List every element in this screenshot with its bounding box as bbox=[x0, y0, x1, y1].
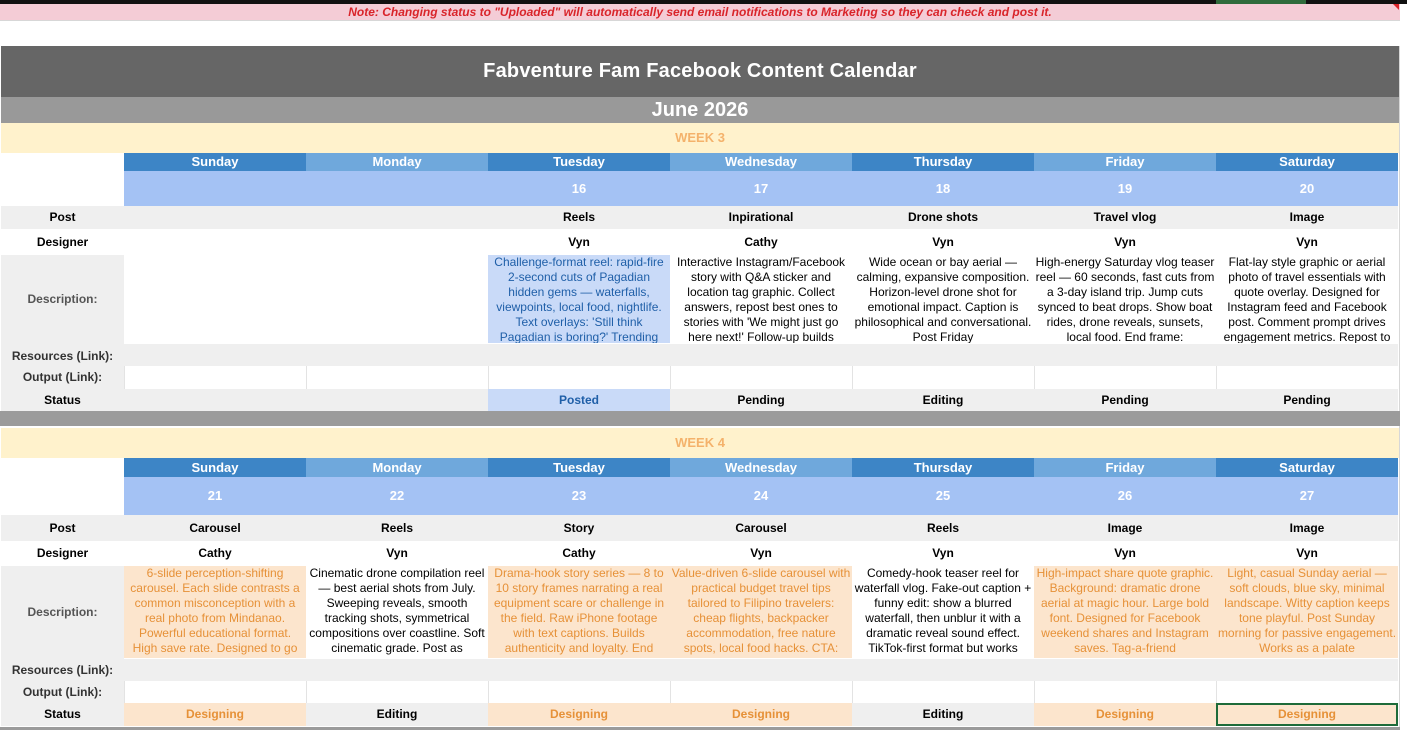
description-cell[interactable]: Light, casual Sunday aerial — soft clouds, blue sky, minimal landscape. Witty caption keeps tone playful. Post Sunday morning for passive engagement. Works as a palate bbox=[1216, 566, 1398, 658]
designer-cell[interactable]: Vyn bbox=[1034, 229, 1216, 255]
description-cell[interactable]: Flat-lay style graphic or aerial photo of travel essentials with quote overlay. Designed for Instagram feed and Facebook post. Comment prompt drives engagement metrics. Repost to bbox=[1216, 255, 1398, 343]
post-type-cell[interactable] bbox=[306, 206, 488, 229]
date-cell[interactable]: 25 bbox=[852, 477, 1034, 515]
date-cell[interactable]: 26 bbox=[1034, 477, 1216, 515]
resources-link-cell[interactable] bbox=[306, 659, 488, 681]
output-link-cell[interactable] bbox=[1216, 681, 1398, 703]
row-label-designer: Designer bbox=[1, 229, 124, 255]
date-cell[interactable]: 21 bbox=[124, 477, 306, 515]
row-label-post: Post bbox=[1, 515, 124, 541]
output-link-cell[interactable] bbox=[488, 681, 670, 703]
output-link-cell[interactable] bbox=[670, 366, 852, 389]
date-cell[interactable]: 17 bbox=[670, 171, 852, 206]
description-cell[interactable]: Value-driven 6-slide carousel with practical budget travel tips tailored to Filipino travelers: cheap flights, backpacker accommodation, free nature spots, local food hacks. CTA: bbox=[670, 566, 852, 658]
description-cell[interactable]: Drama-hook story series — 8 to 10 story frames narrating a real equipment scare or challenge in the field. Raw iPhone footage with text captions. Builds authenticity and loyalty. End bbox=[488, 566, 670, 658]
resources-link-cell[interactable] bbox=[1034, 659, 1216, 681]
row-label-resources: Resources (Link): bbox=[1, 344, 124, 366]
post-type-cell[interactable]: Reels bbox=[306, 515, 488, 541]
output-link-cell[interactable] bbox=[124, 366, 306, 389]
status-cell[interactable]: Designing bbox=[488, 703, 670, 726]
day-header-wednesday: Wednesday bbox=[670, 153, 852, 171]
date-cell[interactable]: 24 bbox=[670, 477, 852, 515]
row-label-post: Post bbox=[1, 206, 124, 229]
date-cell[interactable]: 22 bbox=[306, 477, 488, 515]
output-link-cell[interactable] bbox=[852, 681, 1034, 703]
designer-cell[interactable]: Vyn bbox=[852, 541, 1034, 566]
status-note: Note: Changing status to "Uploaded" will automatically send email notifications to Marketing so they can check and post it. bbox=[0, 4, 1400, 21]
designer-cell[interactable]: Cathy bbox=[670, 229, 852, 255]
resources-link-cell[interactable] bbox=[1034, 344, 1216, 366]
status-cell[interactable] bbox=[306, 389, 488, 411]
date-cell[interactable]: 16 bbox=[488, 171, 670, 206]
post-type-cell[interactable] bbox=[124, 206, 306, 229]
row-label-status: Status bbox=[1, 389, 124, 411]
designer-cell[interactable]: Vyn bbox=[1216, 541, 1398, 566]
day-header-monday: Monday bbox=[306, 458, 488, 477]
label-column-header bbox=[1, 153, 124, 206]
post-type-cell[interactable]: Reels bbox=[488, 206, 670, 229]
day-header-tuesday: Tuesday bbox=[488, 153, 670, 171]
output-link-cell[interactable] bbox=[1034, 366, 1216, 389]
description-cell[interactable]: 6-slide perception-shifting carousel. Each slide contrasts a common misconception with a real photo from Mindanao. Powerful educational format. High save rate. Designed to go bbox=[124, 566, 306, 658]
output-link-cell[interactable] bbox=[306, 366, 488, 389]
output-link-cell[interactable] bbox=[670, 681, 852, 703]
week-header: WEEK 4 bbox=[1, 428, 1399, 458]
output-link-cell[interactable] bbox=[306, 681, 488, 703]
resources-link-cell[interactable] bbox=[124, 344, 306, 366]
output-link-cell[interactable] bbox=[852, 366, 1034, 389]
description-cell[interactable] bbox=[306, 255, 488, 343]
label-column-header bbox=[1, 458, 124, 515]
day-header-wednesday: Wednesday bbox=[670, 458, 852, 477]
day-header-tuesday: Tuesday bbox=[488, 458, 670, 477]
date-cell[interactable]: 27 bbox=[1216, 477, 1398, 515]
designer-cell[interactable]: Vyn bbox=[852, 229, 1034, 255]
status-cell[interactable]: Posted bbox=[488, 389, 670, 411]
resources-link-cell[interactable] bbox=[1216, 344, 1398, 366]
description-cell[interactable]: Cinematic drone compilation reel — best aerial shots from July. Sweeping reveals, smooth tracking shots, symmetrical compositions over coastline. Soft cinematic grade. Post as bbox=[306, 566, 488, 658]
post-type-cell[interactable]: Image bbox=[1216, 515, 1398, 541]
resources-link-cell[interactable] bbox=[488, 344, 670, 366]
date-cell[interactable] bbox=[306, 171, 488, 206]
post-type-cell[interactable]: Drone shots bbox=[852, 206, 1034, 229]
description-cell[interactable] bbox=[124, 255, 306, 343]
resources-link-cell[interactable] bbox=[124, 659, 306, 681]
day-header-friday: Friday bbox=[1034, 458, 1216, 477]
status-cell[interactable]: Designing bbox=[670, 703, 852, 726]
post-type-cell[interactable]: Carousel bbox=[124, 515, 306, 541]
post-type-cell[interactable]: Image bbox=[1034, 515, 1216, 541]
status-cell[interactable]: Editing bbox=[306, 703, 488, 726]
day-header-saturday: Saturday bbox=[1216, 458, 1398, 477]
designer-cell[interactable]: Cathy bbox=[488, 541, 670, 566]
output-link-cell[interactable] bbox=[1216, 366, 1398, 389]
grid-edge bbox=[1399, 46, 1400, 730]
description-cell[interactable]: High-impact share quote graphic. Background: dramatic drone aerial at magic hour. Large bold font. Designed for Facebook weekend shares and Instagram saves. Tag-a-friend bbox=[1034, 566, 1216, 658]
day-header-monday: Monday bbox=[306, 153, 488, 171]
post-type-cell[interactable]: Inpirational bbox=[670, 206, 852, 229]
resources-link-cell[interactable] bbox=[306, 344, 488, 366]
row-label-output: Output (Link): bbox=[1, 366, 124, 389]
row-label-resources: Resources (Link): bbox=[1, 659, 124, 681]
week-separator bbox=[0, 411, 1400, 426]
week-header: WEEK 3 bbox=[1, 123, 1399, 153]
description-cell[interactable]: Challenge-format reel: rapid-fire 2-second cuts of Pagadian hidden gems — waterfalls, viewpoints, local food, nightlife. Text overlays: 'Still think Pagadian is boring?' Trending bbox=[488, 255, 670, 343]
post-type-cell[interactable]: Story bbox=[488, 515, 670, 541]
status-cell[interactable]: Pending bbox=[670, 389, 852, 411]
description-cell[interactable]: Comedy-hook teaser reel for waterfall vlog. Fake-out caption + funny edit: show a blurred waterfall, then unblur it with a dramatic reveal sound effect. TikTok-first format but works bbox=[852, 566, 1034, 658]
row-label-designer: Designer bbox=[1, 541, 124, 566]
output-link-cell[interactable] bbox=[488, 366, 670, 389]
comment-marker-icon[interactable] bbox=[1393, 4, 1399, 10]
post-type-cell[interactable]: Image bbox=[1216, 206, 1398, 229]
date-cell[interactable] bbox=[124, 171, 306, 206]
resources-link-cell[interactable] bbox=[670, 659, 852, 681]
designer-cell[interactable]: Vyn bbox=[488, 229, 670, 255]
resources-link-cell[interactable] bbox=[852, 344, 1034, 366]
status-cell[interactable]: Pending bbox=[1216, 389, 1398, 411]
row-label-output: Output (Link): bbox=[1, 681, 124, 703]
output-link-cell[interactable] bbox=[124, 681, 306, 703]
calendar-title: Fabventure Fam Facebook Content Calendar bbox=[1, 46, 1399, 97]
row-label-status: Status bbox=[1, 703, 124, 726]
row-label-description: Description: bbox=[1, 566, 124, 659]
status-cell[interactable]: Editing bbox=[852, 703, 1034, 726]
status-cell[interactable]: Designing bbox=[1216, 703, 1398, 726]
designer-cell[interactable]: Vyn bbox=[1216, 229, 1398, 255]
designer-cell[interactable] bbox=[306, 229, 488, 255]
day-header-sunday: Sunday bbox=[124, 458, 306, 477]
status-cell[interactable]: Designing bbox=[124, 703, 306, 726]
status-cell[interactable]: Pending bbox=[1034, 389, 1216, 411]
description-cell[interactable]: Wide ocean or bay aerial — calming, expansive composition. Horizon-level drone shot for emotional impact. Caption is philosophical and conversational. Post Friday bbox=[852, 255, 1034, 343]
post-type-cell[interactable]: Travel vlog bbox=[1034, 206, 1216, 229]
date-cell[interactable]: 18 bbox=[852, 171, 1034, 206]
date-cell[interactable]: 23 bbox=[488, 477, 670, 515]
post-type-cell[interactable]: Carousel bbox=[670, 515, 852, 541]
description-cell[interactable]: Interactive Instagram/Facebook story with Q&A sticker and location tag graphic. Collect answers, repost best ones to stories with 'We might just go here next!' Follow-up builds bbox=[670, 255, 852, 343]
resources-link-cell[interactable] bbox=[1216, 659, 1398, 681]
resources-link-cell[interactable] bbox=[670, 344, 852, 366]
post-type-cell[interactable]: Reels bbox=[852, 515, 1034, 541]
designer-cell[interactable]: Vyn bbox=[1034, 541, 1216, 566]
resources-link-cell[interactable] bbox=[852, 659, 1034, 681]
status-cell[interactable]: Designing bbox=[1034, 703, 1216, 726]
designer-cell[interactable]: Vyn bbox=[306, 541, 488, 566]
day-header-thursday: Thursday bbox=[852, 458, 1034, 477]
date-cell[interactable]: 20 bbox=[1216, 171, 1398, 206]
designer-cell[interactable] bbox=[124, 229, 306, 255]
description-cell[interactable]: High-energy Saturday vlog teaser reel — 60 seconds, fast cuts from a 3-day island trip. Jump cuts synced to beat drops. Show boat rides, drone reveals, sunsets, local food. End frame: bbox=[1035, 255, 1215, 343]
output-link-cell[interactable] bbox=[1034, 681, 1216, 703]
row-label-description: Description: bbox=[1, 255, 124, 344]
designer-cell[interactable]: Cathy bbox=[124, 541, 306, 566]
designer-cell[interactable]: Vyn bbox=[670, 541, 852, 566]
day-header-saturday: Saturday bbox=[1216, 153, 1398, 171]
status-cell[interactable]: Editing bbox=[852, 389, 1034, 411]
date-cell[interactable]: 19 bbox=[1034, 171, 1216, 206]
status-cell[interactable] bbox=[124, 389, 306, 411]
resources-link-cell[interactable] bbox=[488, 659, 670, 681]
month-header: June 2026 bbox=[1, 97, 1399, 123]
day-header-sunday: Sunday bbox=[124, 153, 306, 171]
day-header-friday: Friday bbox=[1034, 153, 1216, 171]
day-header-thursday: Thursday bbox=[852, 153, 1034, 171]
